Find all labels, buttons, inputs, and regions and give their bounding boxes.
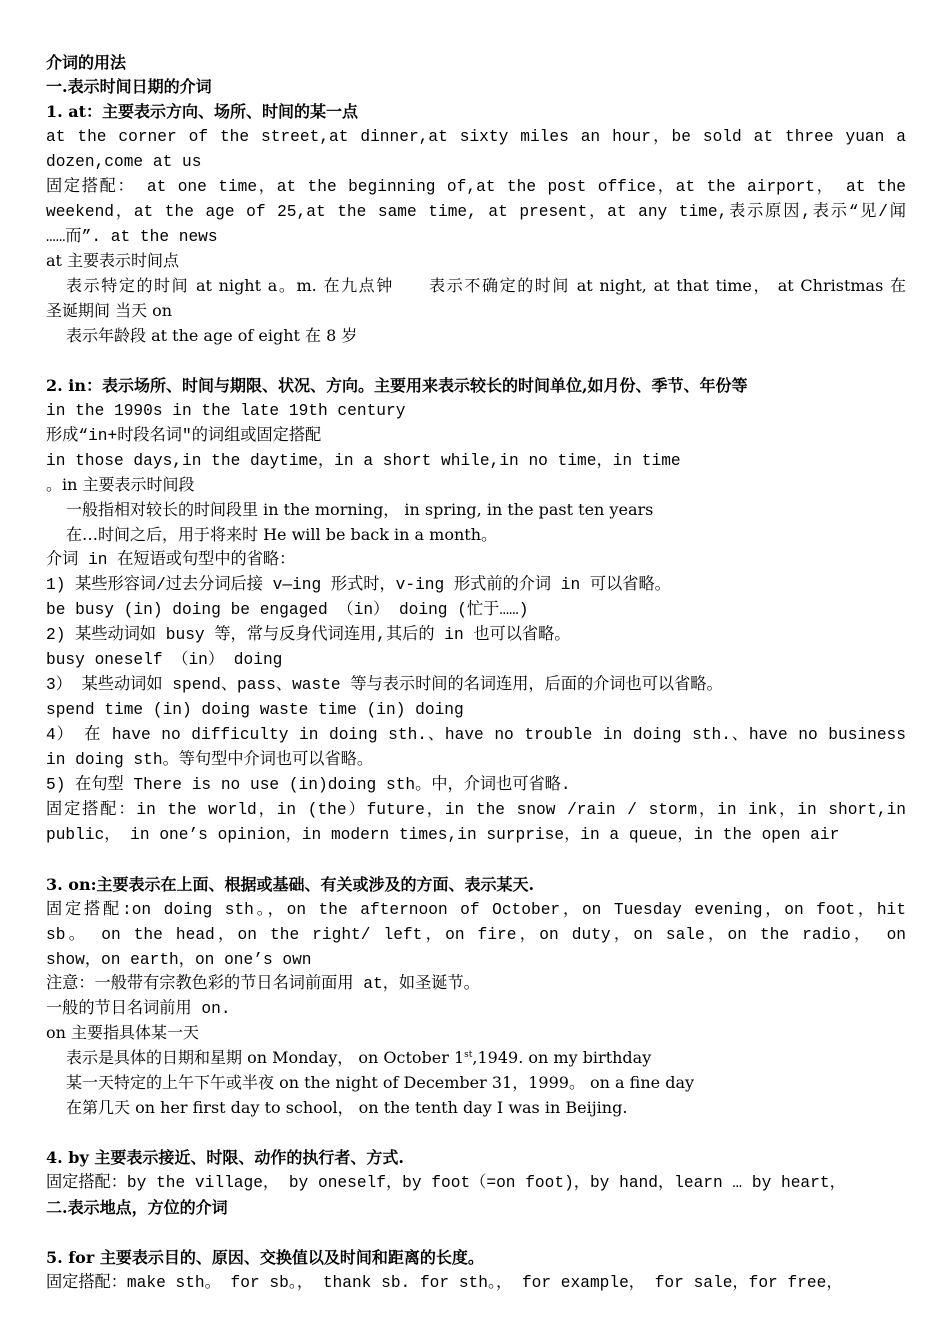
text-line: at 主要表示时间点 bbox=[46, 251, 180, 270]
text-line: 1) 某些形容词/过去分词后接 v—ing 形式时，v-ing 形式前的介词 in 可以省略。 bbox=[46, 576, 671, 594]
text-line: 注意：一般带有宗教色彩的节日名词前面用 at，如圣诞节。 bbox=[46, 975, 480, 993]
text-line: sb。 on the head，on the right/ left，on fire，on duty，on sale，on the radio， on bbox=[46, 926, 906, 944]
text-line: 3） 某些动词如 spend、pass、waste 等与表示时间的名词连用，后面的介词也可以省略。 bbox=[46, 676, 723, 694]
text-line: in those days,in the daytime，in a short while,in no time，in time bbox=[46, 452, 681, 470]
text-line bbox=[66, 1046, 906, 1070]
text-line: on 主要指具体某一天 bbox=[46, 1023, 200, 1042]
text-line: 在…时间之后，用于将来时 He will be back in a month。 bbox=[66, 525, 498, 544]
text-line: weekend，at the age of 25,at the same time, at present，at any time,表示原因,表示“见/闻 bbox=[46, 203, 906, 221]
item-heading-by: 4. by 主要表示接近、时限、动作的执行者、方式. bbox=[46, 1148, 404, 1167]
text-line: 一般的节日名词前用 on. bbox=[46, 1000, 231, 1018]
text-line: 表示特定的时间 at night a。m. 在九点钟 表示不确定的时间 at night, at that time， at Christmas 在 bbox=[66, 276, 906, 295]
text-line: 固定搭配：make sth。 for sb。， thank sb. for sth。， for example， for sale，for free， bbox=[46, 1274, 843, 1292]
text-line: 某一天特定的上午下午或半夜 on the night of December 31，1999。 on a fine day bbox=[66, 1073, 695, 1092]
item-heading-on: 3. on:主要表示在上面、根据或基础、有关或涉及的方面、表示某天. bbox=[46, 875, 535, 894]
text-line: 5) 在句型 There is no use (in)doing sth。中，介词也可省略. bbox=[46, 776, 571, 794]
text-line: 固定搭配：by the village， by oneself，by foot（=on foot)，by hand，learn … by heart， bbox=[46, 1174, 846, 1192]
doc-title: 介词的用法 bbox=[46, 53, 127, 72]
text-line: 形成“in+时段名词″的词组或固定搭配 bbox=[46, 427, 322, 445]
text-line: be busy (in) doing be engaged （in） doing (忙于……) bbox=[46, 601, 529, 619]
text-line: in the 1990s in the late 19th century bbox=[46, 402, 406, 420]
item-heading-at: 1. at：主要表示方向、场所、时间的某一点 bbox=[46, 102, 359, 121]
item-heading-for: 5. for 主要表示目的、原因、交换值以及时间和距离的长度。 bbox=[46, 1248, 484, 1267]
text-line: 2) 某些动词如 busy 等，常与反身代词连用,其后的 in 也可以省略。 bbox=[46, 626, 571, 644]
text-line: at the corner of the street,at dinner,at sixty miles an hour，be sold at three yuan a bbox=[46, 128, 906, 146]
text-line: 固定搭配：in the world，in (the）future，in the snow /rain / storm，in ink，in short,in bbox=[46, 801, 906, 819]
item-heading-in: 2. in：表示场所、时间与期限、状况、方向。主要用来表示较长的时间单位,如月份、季节、年份等 bbox=[46, 376, 748, 395]
text-line: 一般指相对较长的时间段里 in the morning， in spring, in the past ten years bbox=[66, 500, 654, 519]
text-line: public， in one’s opinion，in modern times,in surprise，in a queue，in the open air bbox=[46, 826, 840, 844]
text-line: 4） 在 have no difficulty in doing sth.、have no trouble in doing sth.、have no business bbox=[46, 726, 906, 744]
text-line: 表示年龄段 at the age of eight 在 8 岁 bbox=[66, 326, 358, 345]
section-heading-1: 一.表示时间日期的介词 bbox=[46, 77, 212, 96]
text-line: busy oneself （in） doing bbox=[46, 651, 283, 669]
text-line: 圣诞期间 当天 on bbox=[46, 301, 173, 320]
text-line: dozen,come at us bbox=[46, 153, 202, 171]
text-line: 。in 主要表示时间段 bbox=[46, 475, 195, 494]
text-line: spend time (in) doing waste time (in) doing bbox=[46, 701, 464, 719]
section-heading-2: 二.表示地点，方位的介词 bbox=[46, 1198, 228, 1217]
text-line: show，on earth，on one’s own bbox=[46, 951, 312, 969]
ordinal-suffix: st bbox=[464, 1050, 473, 1060]
text-line: 在第几天 on her first day to school， on the tenth day I was in Beijing. bbox=[66, 1098, 628, 1117]
text-line: 固定搭配： at one time，at the beginning of,at the post office，at the airport， at the bbox=[46, 178, 906, 196]
text-line: ……而”. at the news bbox=[46, 228, 218, 246]
text-line: 固定搭配:on doing sth。，on the afternoon of October，on Tuesday evening，on foot，hit bbox=[46, 901, 906, 919]
text-line: in doing sth。等句型中介词也可以省略。 bbox=[46, 751, 374, 769]
text-segment: 表示是具体的日期和星期 on Monday， on October 1 bbox=[66, 1048, 465, 1067]
text-line: 介词 in 在短语或句型中的省略： bbox=[46, 551, 296, 569]
text-segment: ,1949. on my birthday bbox=[472, 1048, 652, 1067]
